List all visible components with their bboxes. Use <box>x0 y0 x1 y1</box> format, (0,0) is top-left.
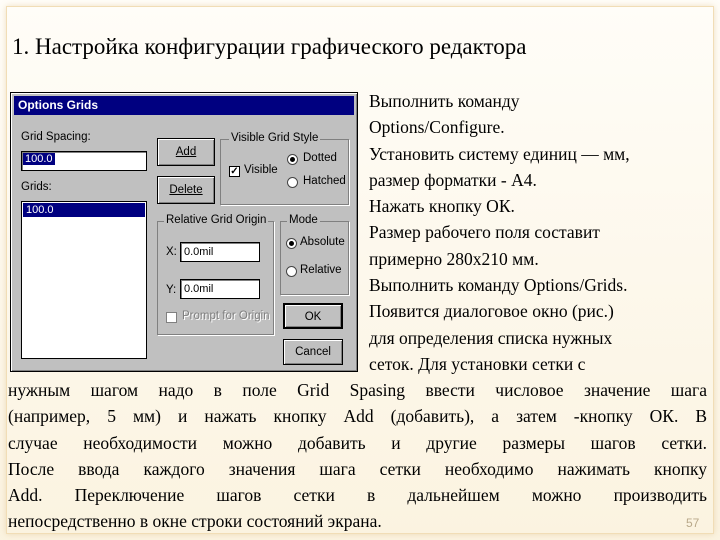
page-number: 57 <box>686 516 700 530</box>
visible-checkbox[interactable]: ✓ <box>230 166 239 177</box>
visible-label: Visible <box>244 164 278 176</box>
mode-title: Mode <box>289 214 318 226</box>
absolute-radio[interactable] <box>286 238 297 249</box>
prompt-for-origin-checkbox[interactable] <box>166 312 177 323</box>
text-line: нужным шагом надо в поле Grid Spasing ввести числовое значение шага <box>8 380 707 400</box>
text-line: После ввода каждого значения шага сетки необходимо нажимать кнопку <box>8 458 707 479</box>
grid-spacing-value: 100.0 <box>25 153 53 165</box>
text-line: Выполнить команду Options/Grids. <box>369 275 628 296</box>
y-label: Y: <box>166 284 177 296</box>
hatched-label: Hatched <box>303 175 346 187</box>
y-origin-input[interactable]: 0.0mil <box>180 279 260 299</box>
grids-listbox[interactable] <box>21 201 147 359</box>
visible-grid-style-title: Visible Grid Style <box>231 132 319 144</box>
dotted-label: Dotted <box>303 152 337 164</box>
visible-grid-style-group <box>220 132 349 205</box>
grid-spacing-label: Grid Spacing: <box>21 131 91 143</box>
text-line: непосредственно в окне строки состояний экрана. <box>8 511 382 532</box>
text-line: Установить систему единиц — мм, <box>369 143 630 164</box>
grids-label: Grids: <box>21 181 52 193</box>
delete-button[interactable] <box>157 176 215 204</box>
hatched-radio[interactable] <box>287 177 298 188</box>
text-line: Выполнить команду <box>369 91 520 111</box>
text-line: сеток. Для установки сетки с <box>369 353 586 374</box>
absolute-label: Absolute <box>300 236 345 248</box>
grids-list-item[interactable]: 100.0 <box>23 203 145 217</box>
cancel-button[interactable]: Cancel <box>283 339 343 365</box>
mode-group <box>280 214 349 295</box>
text-line: Add. Переключение шагов сетки в дальнейшем можно производить <box>8 485 707 506</box>
slide-title: 1. Настройка конфигурации графического редактора <box>12 34 527 59</box>
prompt-for-origin-label: Prompt for Origin <box>182 310 270 322</box>
delete-button-label: Delete <box>169 184 203 196</box>
text-line: примерно 280х210 мм. <box>369 248 539 269</box>
side-text-block <box>369 88 715 377</box>
options-grids-dialog <box>10 92 358 372</box>
relative-label: Relative <box>300 264 342 276</box>
text-line: Нажать кнопку ОК. <box>369 196 515 217</box>
add-button-label: Add <box>175 146 197 158</box>
text-line: размер форматки - А4. <box>369 169 537 190</box>
text-line: (например, 5 мм) и нажать кнопку Add (добавить), а затем -кнопку ОК. В <box>8 406 707 427</box>
bottom-text-block <box>8 377 707 535</box>
grid-spacing-input[interactable] <box>21 151 147 171</box>
text-line: случае необходимости можно добавить и другие размеры шагов сетки. <box>8 432 707 453</box>
dotted-radio[interactable] <box>287 154 298 165</box>
relative-grid-origin-title: Relative Grid Origin <box>166 214 267 226</box>
text-line: Размер рабочего поля составит <box>369 222 600 243</box>
dialog-titlebar: Options Grids <box>14 96 354 115</box>
ok-button[interactable]: OK <box>283 303 343 329</box>
relative-grid-origin-group <box>157 214 274 335</box>
relative-radio[interactable] <box>286 266 297 277</box>
text-line: Появится диалоговое окно (рис.) <box>369 301 614 322</box>
text-line: для определения списка нужных <box>369 327 613 348</box>
text-line: Options/Configure. <box>369 117 505 138</box>
add-button[interactable] <box>157 138 215 166</box>
x-label: X: <box>166 246 177 258</box>
x-origin-input[interactable]: 0.0mil <box>180 242 260 262</box>
